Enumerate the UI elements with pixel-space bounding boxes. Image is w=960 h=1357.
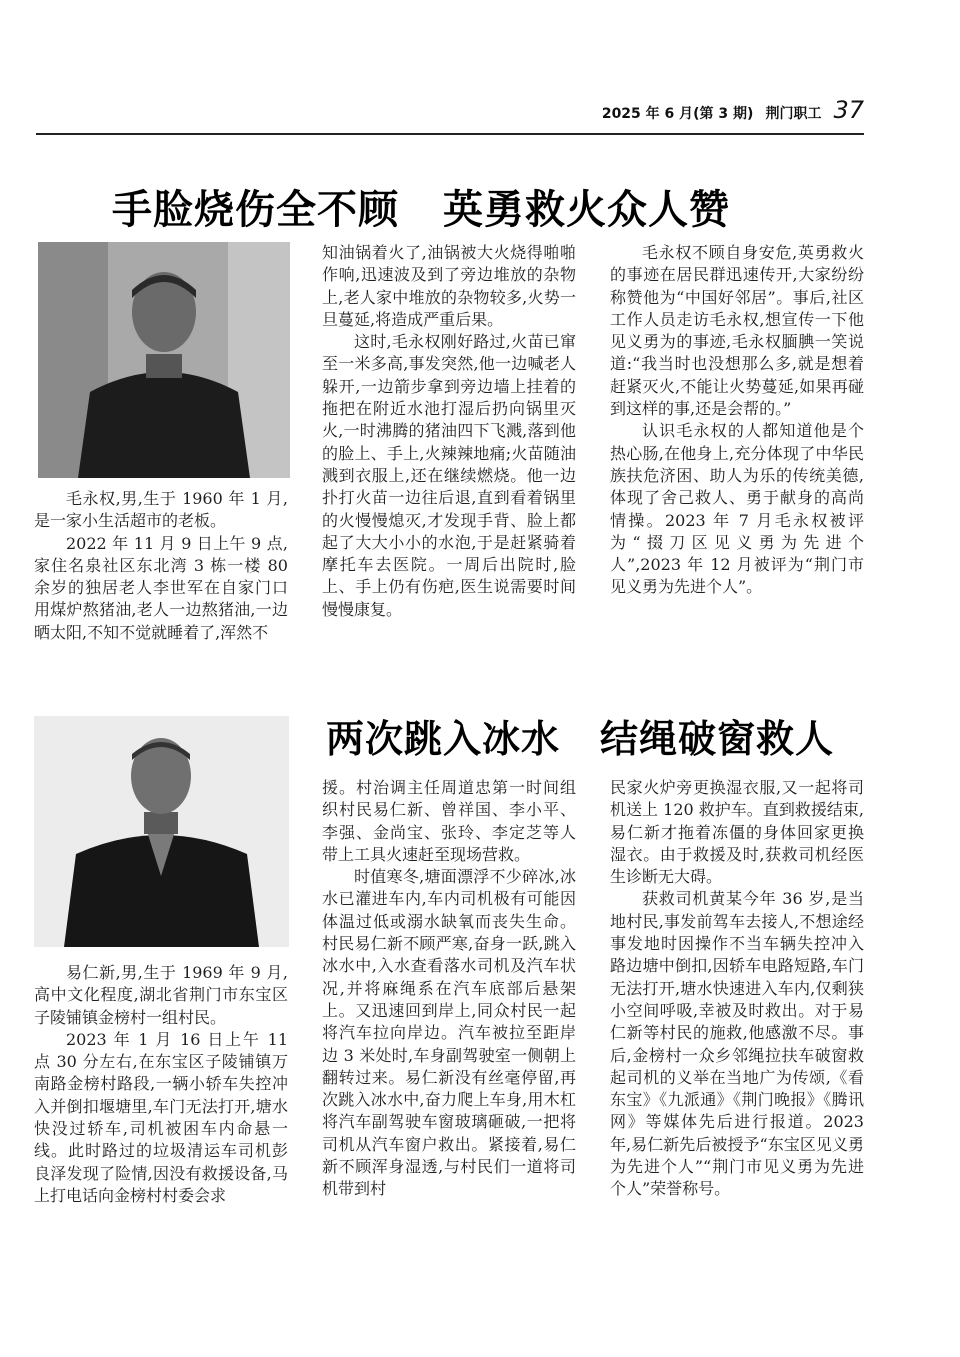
paragraph: 这时,毛永权刚好路过,火苗已窜至一米多高,事发突然,他一边喊老人躲开,一边箭步拿到旁边墙上挂着的拖把在附近水池打湿后扔向锅里灭火,一时沸腾的猪油四下飞溅,落到他的脸上、手上,火辣辣地痛;火苗随油溅到衣服上,还在继续燃烧。他一边扑打火苗一边往后退,直到看着锅里的火慢慢熄灭,才发现手背、脸上都起了大大小小的水泡,于是赶紧骑着摩托车去医院。一周后出院时,脸上、手上仍有伤疤,医生说需要时间慢慢康复。	[322, 332, 576, 619]
article1-title-part1: 手脸烧伤全不顾	[112, 187, 399, 233]
paragraph: 时值寒冬,塘面漂浮不少碎冰,冰水已灌进车内,车内司机极有可能因体温过低或溺水缺氧而丧失生命。村民易仁新不顾严寒,奋身一跃,跳入冰水中,入水查看落水司机及汽车状况,并将麻绳系在汽车底部后悬架上。又迅速回到岸上,同众村民一起将汽车拉向岸边。汽车被拉至距岸边 3 米处时,车身副驾驶室一侧朝上翻转过来。易仁新没有丝毫停留,再次跳入冰水中,奋力爬上车身,用木杠将汽车副驾驶车窗玻璃砸破,一把将司机从汽车窗户救出。紧接着,易仁新不顾浑身湿透,与村民们一道将司机带到村	[322, 867, 576, 1199]
paragraph: 毛永权,男,生于 1960 年 1 月,是一家小生活超市的老板。	[34, 489, 288, 531]
article1-column1	[34, 488, 288, 644]
header-rule	[36, 133, 864, 135]
article2-column2	[322, 777, 576, 1201]
portrait-photo-mao-yongquan	[38, 242, 290, 478]
magazine-name: 荆门职工	[765, 106, 822, 122]
paragraph: 获救司机黄某今年 36 岁,是当地村民,事发前驾车去接人,不想途经事发地时因操作不当车辆失控冲入路边塘中倒扣,因轿车电路短路,车门无法打开,塘水快速进入车内,仅剩狭小空间呼吸,幸被及时救出。对于易仁新等村民的施救,他感激不尽。事后,金榜村一众乡邻绳拉扶车破窗救起司机的义举在当地广为传颂,《看东宝》《九派通》《荆门晚报》《腾讯网》等媒体先后进行报道。2023 年,易仁新先后被授予“东宝区见义勇为先进个人”“荆门市见义勇为先进个人”荣誉称号。	[610, 889, 864, 1199]
paragraph: 毛永权不顾自身安危,英勇救火的事迹在居民群迅速传开,大家纷纷称赞他为“中国好邻居”。事后,社区工作人员走访毛永权,想宣传一下他见义勇为的事迹,毛永权腼腆一笑说道:“我当时也没想那么多,就是想着赶紧灭火,不能让火势蔓延,如果再碰到这样的事,还是会帮的。”	[610, 243, 864, 419]
article2-column3	[610, 777, 864, 1201]
paragraph: 2022 年 11 月 9 日上午 9 点,家住名泉社区东北湾 3 栋一楼 80 余岁的独居老人李世军在自家门口用煤炉熬猪油,老人一边熬猪油,一边晒太阳,不知不觉就睡着了,浑然不	[34, 533, 288, 642]
page-header	[602, 96, 864, 124]
article2-column1	[34, 962, 288, 1207]
article2-title	[326, 708, 834, 763]
article1-column3	[610, 242, 864, 599]
paragraph: 援。村治调主任周道忠第一时间组织村民易仁新、曾祥国、李小平、李强、金尚宝、张玲、李定芝等人带上工具火速赶至现场营救。	[322, 778, 576, 864]
paragraph: 易仁新,男,生于 1969 年 9 月,高中文化程度,湖北省荆门市东宝区子陵铺镇金榜村一组村民。	[34, 963, 288, 1027]
article1-column2	[322, 242, 576, 621]
page-number: 37	[833, 96, 864, 124]
article2-title-part1: 两次跳入冰水	[326, 717, 561, 761]
issue-date: 2025 年 6 月(第 3 期)	[601, 106, 754, 122]
portrait-photo-yi-renxin	[34, 716, 289, 947]
paragraph: 2023 年 1 月 16 日上午 11 点 30 分左右,在东宝区子陵铺镇万南路金榜村路段,一辆小轿车失控冲入并倒扣堰塘里,车门无法打开,塘水快没过轿车,司机被困车内命悬一线。此时路过的垃圾清运车司机彭良泽发现了险情,因没有救援设备,马上打电话向金榜村村委会求	[34, 1029, 288, 1205]
article2-title-part2: 结绳破窗救人	[600, 717, 835, 761]
paragraph: 民家火炉旁更换湿衣服,又一起将司机送上 120 救护车。直到救援结束,易仁新才拖着冻僵的身体回家更换湿衣。由于救援及时,获救司机经医生诊断无大碍。	[610, 778, 864, 887]
paragraph: 认识毛永权的人都知道他是个热心肠,在他身上,充分体现了中华民族扶危济困、助人为乐的传统美德,体现了舍己救人、勇于献身的高尚情操。2023 年 7 月毛永权被评为“掇刀区见义勇为先进个人”,2023 年 12 月被评为“荆门市见义勇为先进个人”。	[610, 421, 864, 597]
article1-title	[112, 178, 730, 235]
paragraph: 知油锅着火了,油锅被大火烧得啪啪作响,迅速波及到了旁边堆放的杂物上,老人家中堆放的杂物较多,火势一旦蔓延,将造成严重后果。	[322, 243, 576, 329]
article1-title-part2: 英勇救火众人赞	[443, 187, 730, 233]
